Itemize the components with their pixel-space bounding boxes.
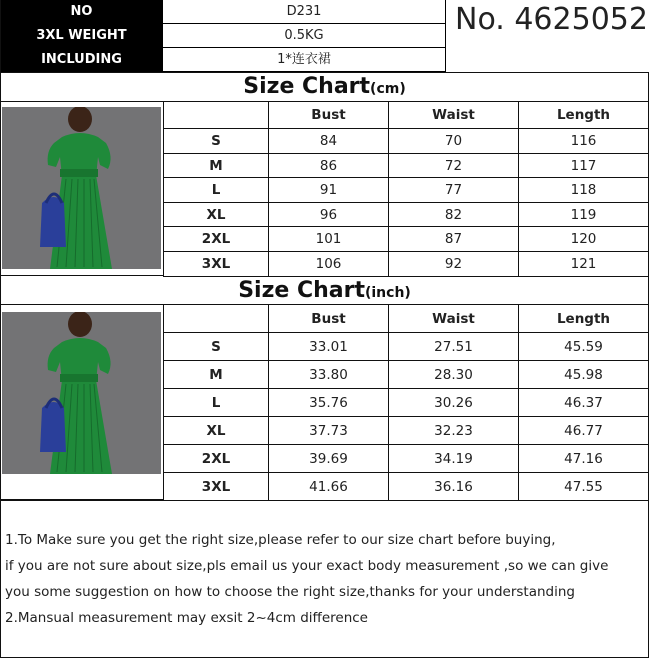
note-line: you some suggestion on how to choose the right size,thanks for your understanding [5,584,575,600]
size-table-cm [163,101,649,277]
length-cell: 47.16 [519,445,649,473]
title-unit: (cm) [370,81,406,97]
size-notes [0,500,649,658]
table-row [164,154,649,178]
size-chart-inch-title [0,277,649,304]
table-row [164,227,649,252]
length-cell: 120 [519,227,649,252]
note-line: 2.Mansual measurement may exsit 2~4cm difference [5,610,368,626]
table-row [164,178,649,203]
header-cell-length: Length [519,102,649,129]
length-cell: 46.77 [519,417,649,445]
header-cell [164,305,269,333]
size-cell: M [164,154,269,178]
bust-cell: 35.76 [269,389,389,417]
table-row [164,129,649,154]
waist-cell: 70 [389,129,519,154]
note-line: if you are not sure about size,pls email us your exact body measurement ,so we can give [5,558,609,574]
dress-photo-cell [0,101,163,276]
product-number: No. 4625052 [455,2,648,37]
package-contents: 1*连衣裙 [163,48,446,72]
table-row [164,203,649,227]
header-cell-bust: Bust [269,305,389,333]
title-unit: (inch) [364,285,411,301]
size-chart-cm-title [0,73,649,101]
size-cell: L [164,389,269,417]
header-cell-length: Length [519,305,649,333]
table-row [164,389,649,417]
dress-photo-cell [0,304,163,500]
length-cell: 47.55 [519,473,649,501]
note-line: 1.To Make sure you get the right size,please refer to our size chart before buying, [5,532,556,548]
model-code: D231 [163,0,446,24]
size-table-inch [163,304,649,501]
bust-cell: 84 [269,129,389,154]
package-info-block [0,0,163,72]
waist-cell: 82 [389,203,519,227]
length-cell: 45.59 [519,333,649,361]
waist-cell: 36.16 [389,473,519,501]
frame-left [0,0,1,658]
waist-cell: 27.51 [389,333,519,361]
table-header-row [164,305,649,333]
bust-cell: 41.66 [269,473,389,501]
bust-cell: 101 [269,227,389,252]
bust-cell: 39.69 [269,445,389,473]
table-row [164,252,649,277]
header-cell-waist: Waist [389,102,519,129]
length-cell: 121 [519,252,649,277]
header-cell [164,102,269,129]
size-cell: 2XL [164,227,269,252]
waist-cell: 92 [389,252,519,277]
size-cell: 2XL [164,445,269,473]
waist-cell: 72 [389,154,519,178]
waist-cell: 34.19 [389,445,519,473]
waist-cell: 30.26 [389,389,519,417]
length-cell: 117 [519,154,649,178]
bust-cell: 106 [269,252,389,277]
bust-cell: 33.01 [269,333,389,361]
dress-photo [2,312,161,474]
header-left-line-3: INCLUDING [41,52,122,67]
waist-cell: 87 [389,227,519,252]
bust-cell: 33.80 [269,361,389,389]
header-left-line-2: 3XL WEIGHT [36,28,127,43]
size-cell: 3XL [164,473,269,501]
size-cell: S [164,333,269,361]
length-cell: 45.98 [519,361,649,389]
waist-cell: 77 [389,178,519,203]
size-cell: 3XL [164,252,269,277]
size-cell: L [164,178,269,203]
table-row [164,445,649,473]
table-row [164,417,649,445]
bust-cell: 37.73 [269,417,389,445]
length-cell: 119 [519,203,649,227]
bust-cell: 91 [269,178,389,203]
bust-cell: 86 [269,154,389,178]
header-cell-waist: Waist [389,305,519,333]
table-row [164,333,649,361]
dress-photo [2,107,161,269]
length-cell: 46.37 [519,389,649,417]
length-cell: 118 [519,178,649,203]
header-left-line-1: NO [70,4,93,19]
size-cell: M [164,361,269,389]
title-text: Size Chart [243,74,371,99]
header-cell-bust: Bust [269,102,389,129]
table-row [164,361,649,389]
size-cell: S [164,129,269,154]
size-cell: XL [164,203,269,227]
table-row [164,473,649,501]
bust-cell: 96 [269,203,389,227]
size-cell: XL [164,417,269,445]
waist-cell: 32.23 [389,417,519,445]
length-cell: 116 [519,129,649,154]
waist-cell: 28.30 [389,361,519,389]
title-text: Size Chart [238,278,365,303]
package-weight: 0.5KG [163,24,446,48]
table-header-row [164,102,649,129]
